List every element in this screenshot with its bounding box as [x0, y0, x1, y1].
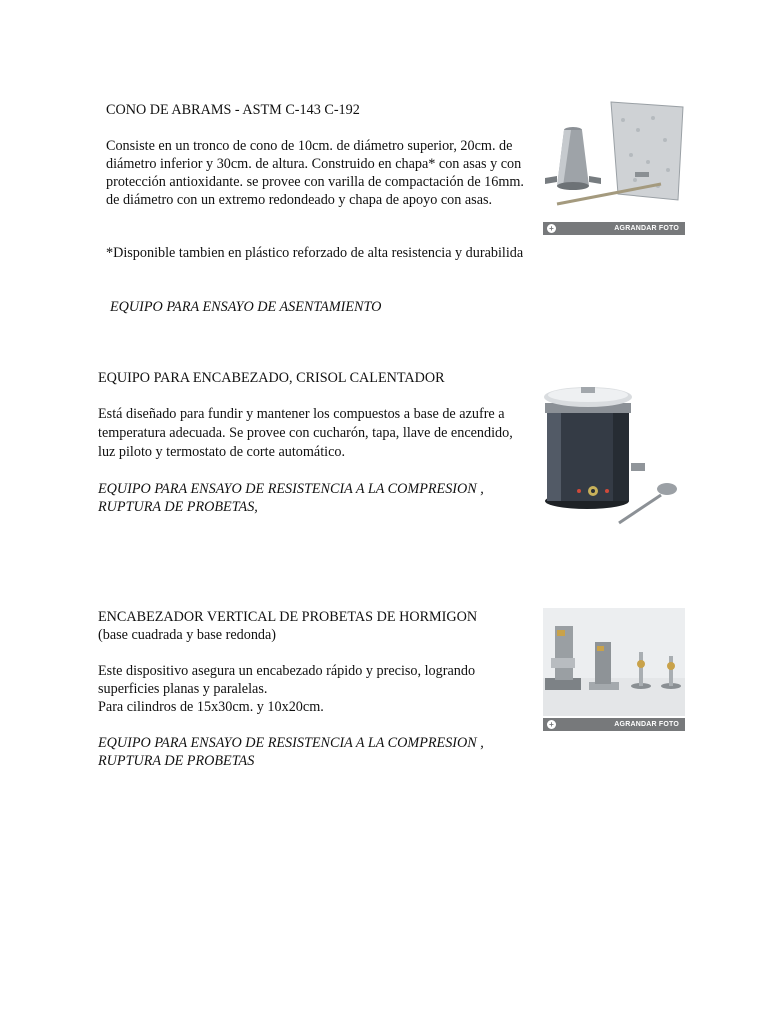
section-3-detail: Para cilindros de 15x30cm. y 10x20cm.	[98, 699, 324, 715]
plus-icon: +	[547, 224, 556, 233]
section-1-title: CONO DE ABRAMS - ASTM C-143 C-192	[106, 102, 360, 118]
section-3-category: EQUIPO PARA ENSAYO DE RESISTENCIA A LA COMPRESION , RUPTURA DE PROBETAS	[98, 735, 484, 769]
section-3-description: Este dispositivo asegura un encabezado rápido y preciso, logrando superficies planas y paralelas.	[98, 663, 476, 697]
section-3-subtitle: (base cuadrada y base redonda)	[98, 627, 277, 643]
abrams-cone-photo	[543, 100, 685, 220]
section-2-title: EQUIPO PARA ENCABEZADO, CRISOL CALENTADOR	[98, 370, 445, 386]
enlarge-photo-button-1[interactable]: + AGRANDAR FOTO	[543, 222, 685, 235]
section-1-category: EQUIPO PARA ENSAYO DE ASENTAMIENTO	[110, 299, 382, 315]
crucible-heater-photo	[543, 383, 685, 533]
enlarge-photo-button-2[interactable]: + AGRANDAR FOTO	[543, 718, 685, 731]
plus-icon: +	[547, 720, 556, 729]
section-3-title: ENCABEZADOR VERTICAL DE PROBETAS DE HORMIGON	[98, 609, 478, 625]
section-1-note: *Disponible tambien en plástico reforzado de alta resistencia y durabilida	[106, 245, 524, 261]
vertical-capper-photo	[543, 608, 685, 716]
section-2-category: EQUIPO PARA ENSAYO DE RESISTENCIA A LA COMPRESION , RUPTURA DE PROBETAS,	[98, 481, 484, 515]
section-1-description: Consiste en un tronco de cono de 10cm. de diámetro superior, 20cm. de diámetro inferior y 30cm. de altura. Construido en chapa* con asas y con protección antioxidante. se provee con varilla de compactación de 16mm. de diámetro con un extremo redondeado y chapa de apoyo con asas.	[106, 138, 524, 208]
section-2-description: Está diseñado para fundir y mantener los compuestos a base de azufre a temperatura adecuada. Se provee con cucharón, tapa, llave de encendido, luz piloto y termostato de corte automático.	[98, 406, 513, 460]
